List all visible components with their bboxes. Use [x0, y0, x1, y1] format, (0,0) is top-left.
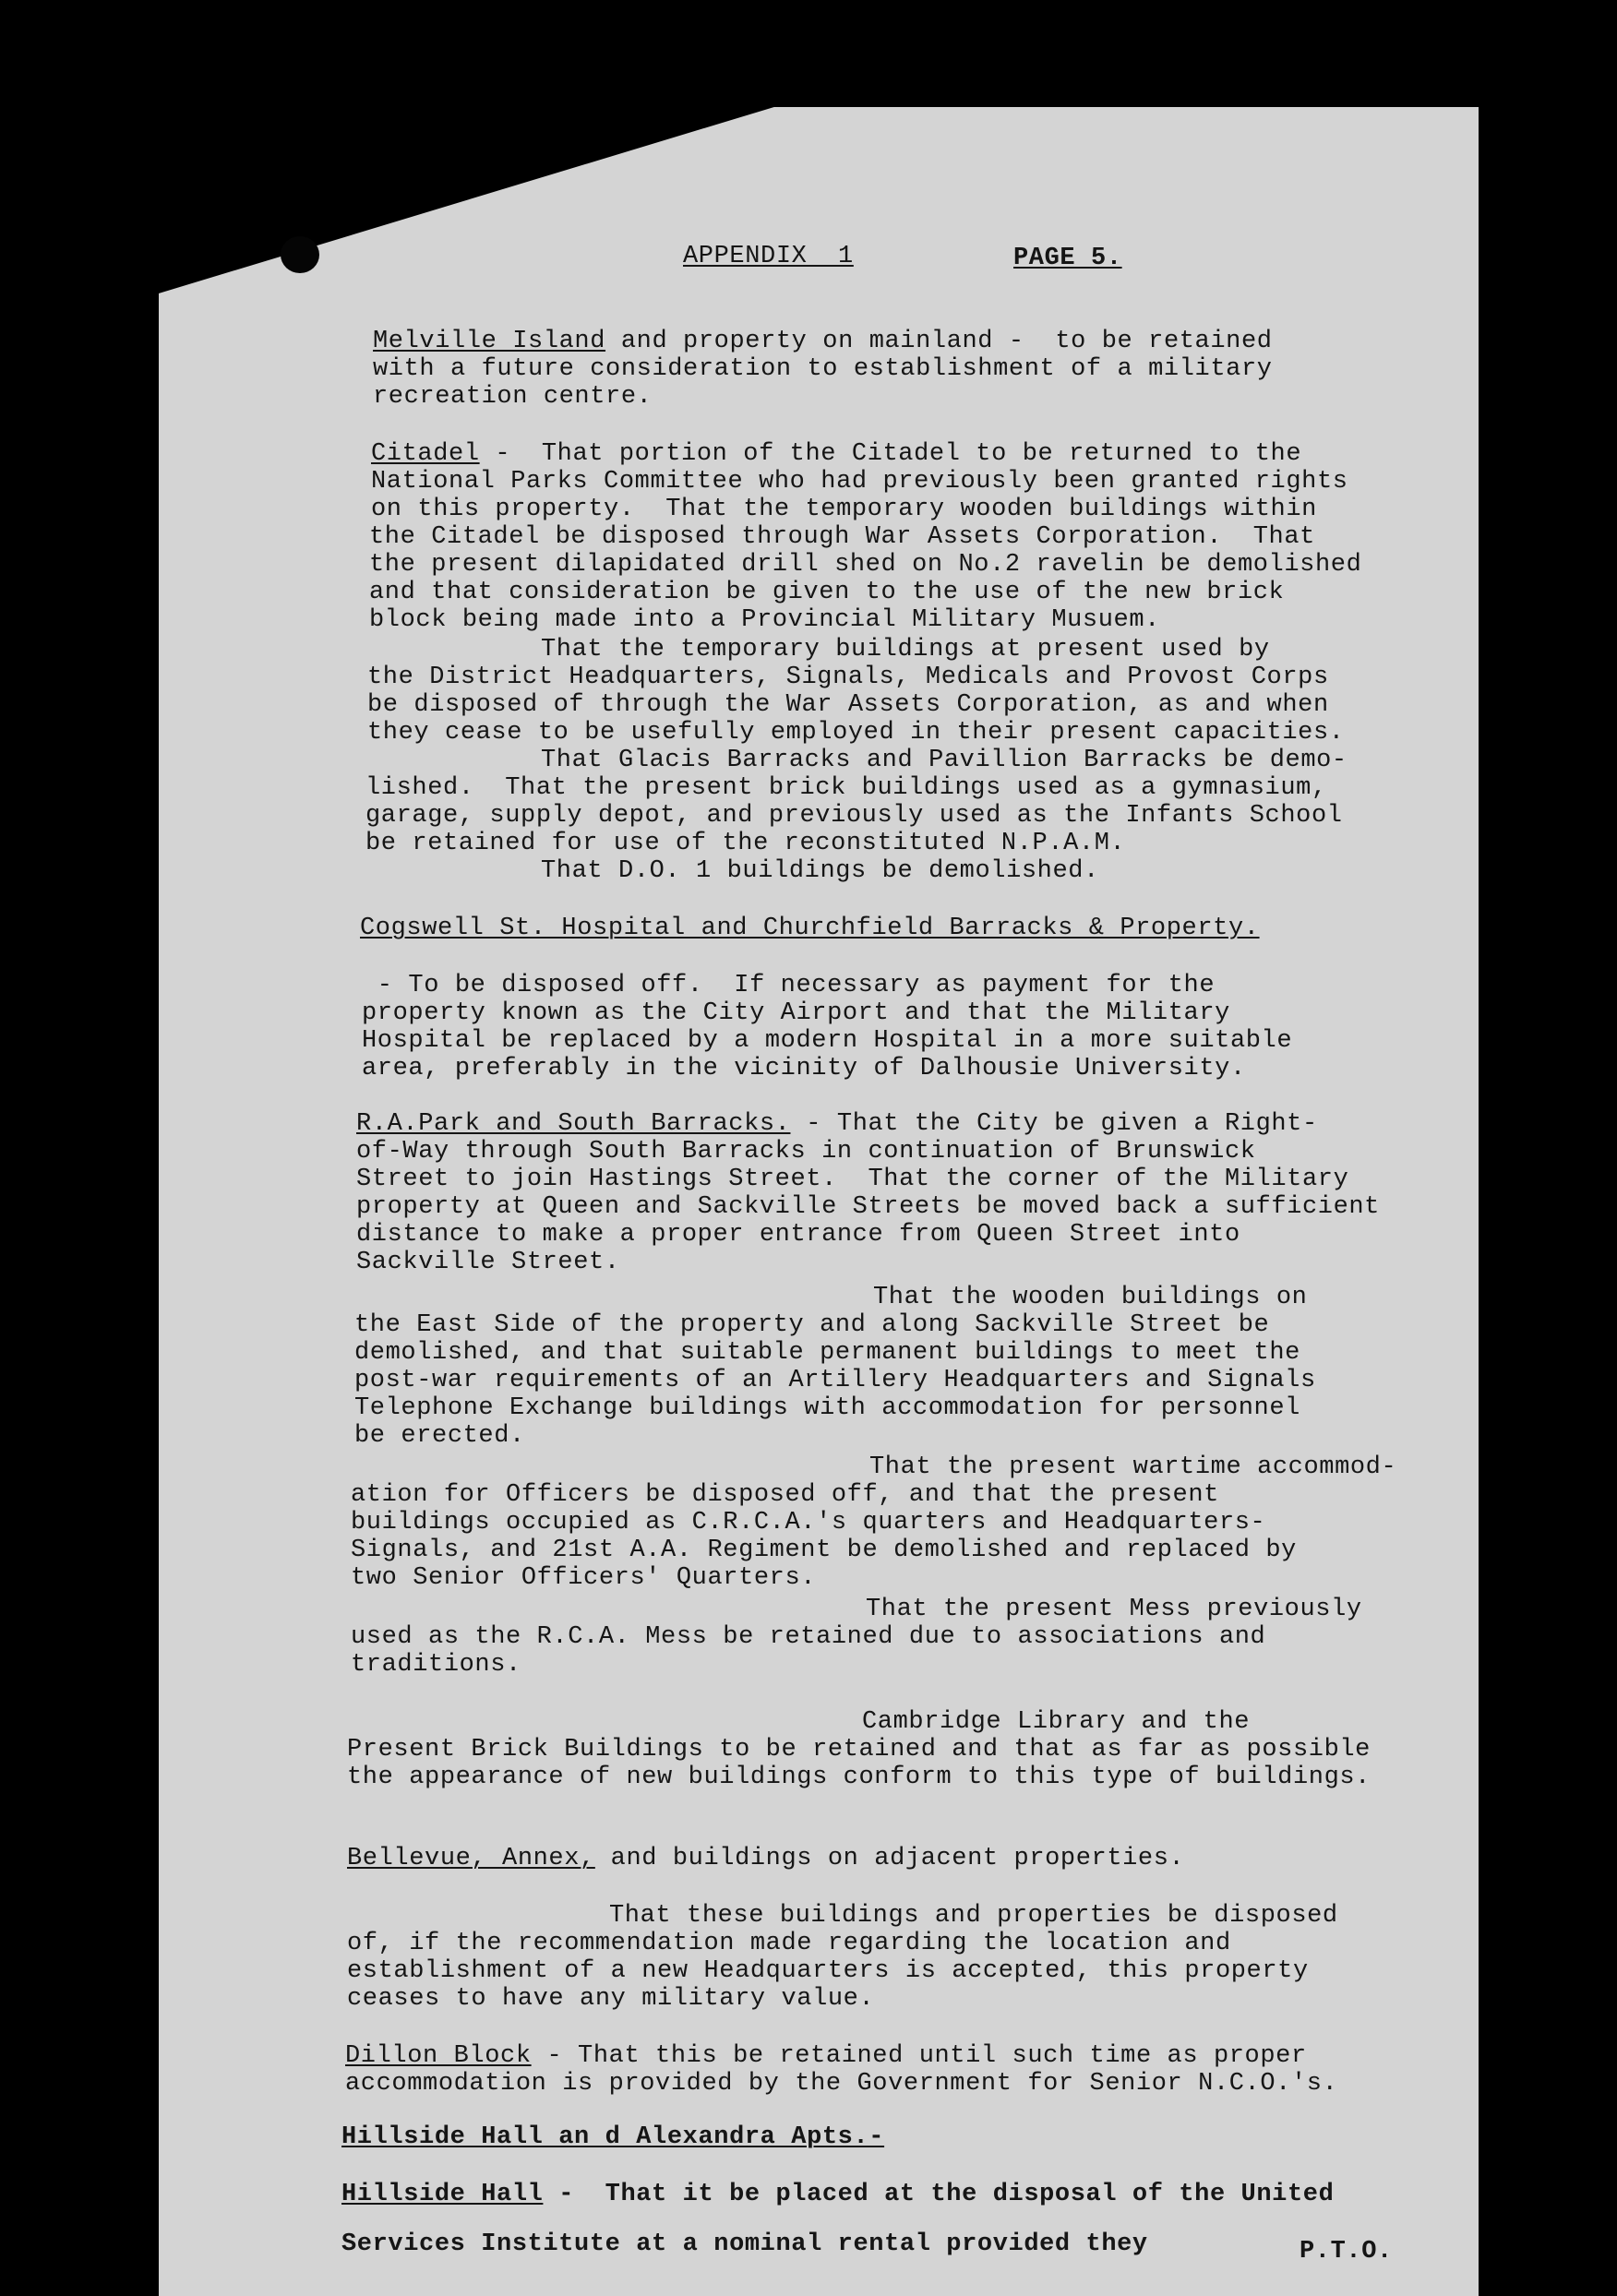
- hillside-title: Hillside Hall an d Alexandra Apts.-: [341, 2123, 885, 2151]
- pto-note: P.T.O.: [1300, 2238, 1393, 2266]
- cogswell-line-0: - To be disposed off. If necessary as payment for the: [362, 972, 1216, 999]
- rapark-line-22: the appearance of new buildings conform to this type of buildings.: [347, 1764, 1371, 1791]
- hillside-line-0: Hillside Hall - That it be placed at the disposal of the United: [341, 2181, 1335, 2208]
- melville-line-0: Melville Island and property on mainland - to be retained: [373, 328, 1273, 355]
- bellevue-line-2: of, if the recommendation made regarding the location and: [347, 1930, 1231, 1957]
- page-number: PAGE 5.: [1013, 245, 1122, 272]
- citadel-line-3: the Citadel be disposed through War Assets Corporation. That: [369, 523, 1315, 551]
- rapark-line-17: That the present Mess previously: [866, 1596, 1362, 1623]
- dillon-line-0: Dillon Block - That this be retained until such time as proper: [345, 2042, 1307, 2070]
- citadel-line-13: garage, supply depot, and previously used as the Infants School: [365, 802, 1343, 830]
- citadel-line-12: lished. That the present brick buildings used as a gymnasium,: [365, 774, 1327, 802]
- rapark-line-12: That the present wartime accommod-: [869, 1453, 1397, 1481]
- rapark-line-1: of-Way through South Barracks in continuation of Brunswick: [356, 1138, 1256, 1166]
- rapark-line-8: demolished, and that suitable permanent buildings to meet the: [354, 1339, 1300, 1367]
- cogswell-title: Cogswell St. Hospital and Churchfield Barracks & Property.: [360, 915, 1260, 942]
- citadel-line-8: the District Headquarters, Signals, Medicals and Provost Corps: [367, 664, 1329, 691]
- rapark-line-5: Sackville Street.: [356, 1249, 620, 1276]
- bellevue-line-0: Bellevue, Annex, and buildings on adjacent properties.: [347, 1845, 1185, 1872]
- bellevue-line-1: That these buildings and properties be disposed: [609, 1902, 1338, 1930]
- rapark-line-10: Telephone Exchange buildings with accommodation for personnel: [354, 1394, 1300, 1422]
- bellevue-line-4: ceases to have any military value.: [347, 1985, 875, 2013]
- appendix-heading: APPENDIX 1: [683, 243, 854, 270]
- hillside-line-1: Services Institute at a nominal rental provided they: [341, 2230, 1148, 2258]
- rapark-line-20: Cambridge Library and the: [862, 1708, 1251, 1736]
- rapark-line-7: the East Side of the property and along Sackville Street be: [354, 1311, 1270, 1339]
- citadel-line-2: on this property. That the temporary wooden buildings within: [371, 496, 1317, 523]
- rapark-line-15: Signals, and 21st A.A. Regiment be demolished and replaced by: [351, 1537, 1297, 1564]
- rapark-line-2: Street to join Hastings Street. That the corner of the Military: [356, 1166, 1349, 1193]
- melville-title: Melville Island: [373, 328, 606, 355]
- citadel-line-10: they cease to be usefully employed in their present capacities.: [367, 719, 1345, 747]
- citadel-line-0: Citadel - That portion of the Citadel to be returned to the: [371, 440, 1302, 468]
- rapark-line-4: distance to make a proper entrance from Queen Street into: [356, 1221, 1240, 1249]
- dillon-line-1: accommodation is provided by the Government for Senior N.C.O.'s.: [345, 2070, 1338, 2098]
- citadel-title: Citadel: [371, 440, 480, 468]
- rapark-line-3: property at Queen and Sackville Streets be moved back a sufficient: [356, 1193, 1380, 1221]
- cogswell-line-2: Hospital be replaced by a modern Hospital in a more suitable: [362, 1027, 1293, 1055]
- bellevue-line-3: establishment of a new Headquarters is accepted, this property: [347, 1957, 1309, 1985]
- citadel-line-15: That D.O. 1 buildings be demolished.: [541, 857, 1099, 885]
- citadel-line-4: the present dilapidated drill shed on No.2 ravelin be demolished: [369, 551, 1362, 579]
- rapark-line-9: post-war requirements of an Artillery Headquarters and Signals: [354, 1367, 1316, 1394]
- rapark-line-19: traditions.: [351, 1651, 521, 1679]
- melville-line-2: recreation centre.: [373, 383, 653, 411]
- melville-line-1: with a future consideration to establishment of a military: [373, 355, 1273, 383]
- rapark-line-6: That the wooden buildings on: [873, 1284, 1308, 1311]
- citadel-line-6: block being made into a Provincial Military Musuem.: [369, 606, 1160, 634]
- rapark-line-21: Present Brick Buildings to be retained and that as far as possible: [347, 1736, 1371, 1764]
- citadel-line-7: That the temporary buildings at present used by: [541, 636, 1270, 664]
- rapark-line-13: ation for Officers be disposed off, and that the present: [351, 1481, 1219, 1509]
- rapark-line-14: buildings occupied as C.R.C.A.'s quarters and Headquarters-: [351, 1509, 1266, 1537]
- citadel-line-9: be disposed of through the War Assets Corporation, as and when: [367, 691, 1329, 719]
- rapark-line-18: used as the R.C.A. Mess be retained due to associations and: [351, 1623, 1266, 1651]
- citadel-line-1: National Parks Committee who had previously been granted rights: [371, 468, 1348, 496]
- cogswell-line-1: property known as the City Airport and that the Military: [362, 999, 1230, 1027]
- rapark-title: R.A.Park and South Barracks.: [356, 1110, 791, 1138]
- citadel-line-5: and that consideration be given to the use of the new brick: [369, 579, 1285, 606]
- cogswell-line-3: area, preferably in the vicinity of Dalhousie University.: [362, 1055, 1246, 1082]
- rapark-line-0: R.A.Park and South Barracks. - That the City be given a Right-: [356, 1110, 1318, 1138]
- rapark-line-16: two Senior Officers' Quarters.: [351, 1564, 817, 1592]
- citadel-line-14: be retained for use of the reconstituted N.P.A.M.: [365, 830, 1126, 857]
- hillside-subtitle: Hillside Hall: [341, 2181, 544, 2208]
- bellevue-title: Bellevue, Annex,: [347, 1845, 595, 1872]
- dillon-title: Dillon Block: [345, 2042, 532, 2070]
- citadel-line-11: That Glacis Barracks and Pavillion Barracks be demo-: [541, 747, 1348, 774]
- rapark-line-11: be erected.: [354, 1422, 525, 1450]
